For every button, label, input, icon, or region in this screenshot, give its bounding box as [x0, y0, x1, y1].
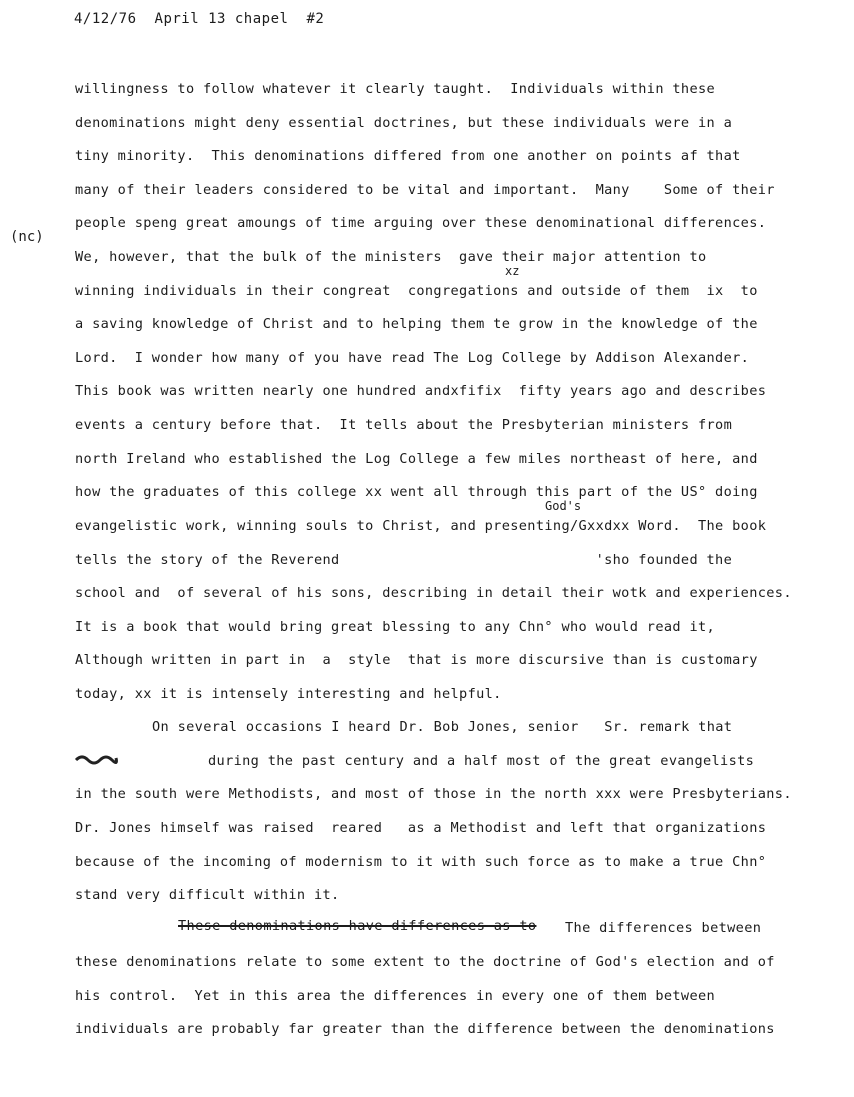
text-line: Although written in part in a style that is more discursive than is customary: [75, 652, 758, 668]
header-date: 4/12/76: [74, 11, 137, 27]
text-line: school and of several of his sons, describing in detail their wotk and experiences.: [75, 585, 792, 601]
text-line: individuals are probably far greater than the difference between the denominations: [75, 1021, 775, 1037]
text-line: because of the incoming of modernism to it with such force as to make a true Chn°: [75, 854, 767, 870]
text-line: today, xx it is intensely interesting and helpful.: [75, 686, 502, 702]
text-line: a saving knowledge of Christ and to helping them te grow in the knowledge of the: [75, 316, 758, 332]
handwritten-insertion: xz: [505, 264, 520, 278]
text-line: We, however, that the bulk of the ministers gave their major attention to: [75, 249, 707, 265]
text-line: his control. Yet in this area the differences in every one of them between: [75, 988, 716, 1004]
text-line: these denominations relate to some extent to the doctrine of God's election and of: [75, 954, 775, 970]
text-line: This book was written nearly one hundred andxfifix fifty years ago and describes: [75, 383, 767, 399]
text-line: Dr. Jones himself was raised reared as a Methodist and left that organizations: [75, 820, 767, 836]
page-header: [74, 11, 342, 27]
text-line: The differences between: [565, 920, 762, 936]
text-line: how the graduates of this college xx went all through this part of the US° doing: [75, 484, 758, 500]
header-page-number: #2: [306, 11, 325, 27]
text-line: tells the story of the Reverend 'sho founded the: [75, 552, 733, 568]
text-line: willingness to follow whatever it clearly taught. Individuals within these: [75, 81, 716, 97]
text-line: many of their leaders considered to be vital and important. Many Some of their: [75, 182, 775, 198]
margin-note: (nc): [10, 229, 44, 245]
handwritten-insertion: God's: [545, 499, 582, 513]
text-line: Lord. I wonder how many of you have read The Log College by Addison Alexander.: [75, 350, 750, 366]
text-line: evangelistic work, winning souls to Christ, and presenting/Gxxdxx Word. The book: [75, 518, 767, 534]
struck-out-heading: These denominations have differences as to: [178, 918, 537, 934]
text-line: On several occasions I heard Dr. Bob Jones, senior Sr. remark that: [152, 719, 733, 735]
text-line: tiny minority. This denominations differed from one another on points af that: [75, 148, 741, 164]
text-line: It is a book that would bring great blessing to any Chn° who would read it,: [75, 619, 716, 635]
scribble-mark: [74, 752, 118, 766]
text-line: during the past century and a half most of the great evangelists: [208, 753, 755, 769]
text-line: denominations might deny essential doctrines, but these individuals were in a: [75, 115, 733, 131]
text-line: in the south were Methodists, and most of those in the north xxx were Presbyterians.: [75, 786, 792, 802]
header-title: April 13 chapel: [154, 11, 289, 27]
text-line: stand very difficult within it.: [75, 887, 340, 903]
text-line: north Ireland who established the Log College a few miles northeast of here, and: [75, 451, 758, 467]
text-line: people speng great amoungs of time arguing over these denominational differences.: [75, 215, 767, 231]
text-line: winning individuals in their congreat congregations and outside of them ix to: [75, 283, 758, 299]
text-line: events a century before that. It tells about the Presbyterian ministers from: [75, 417, 733, 433]
